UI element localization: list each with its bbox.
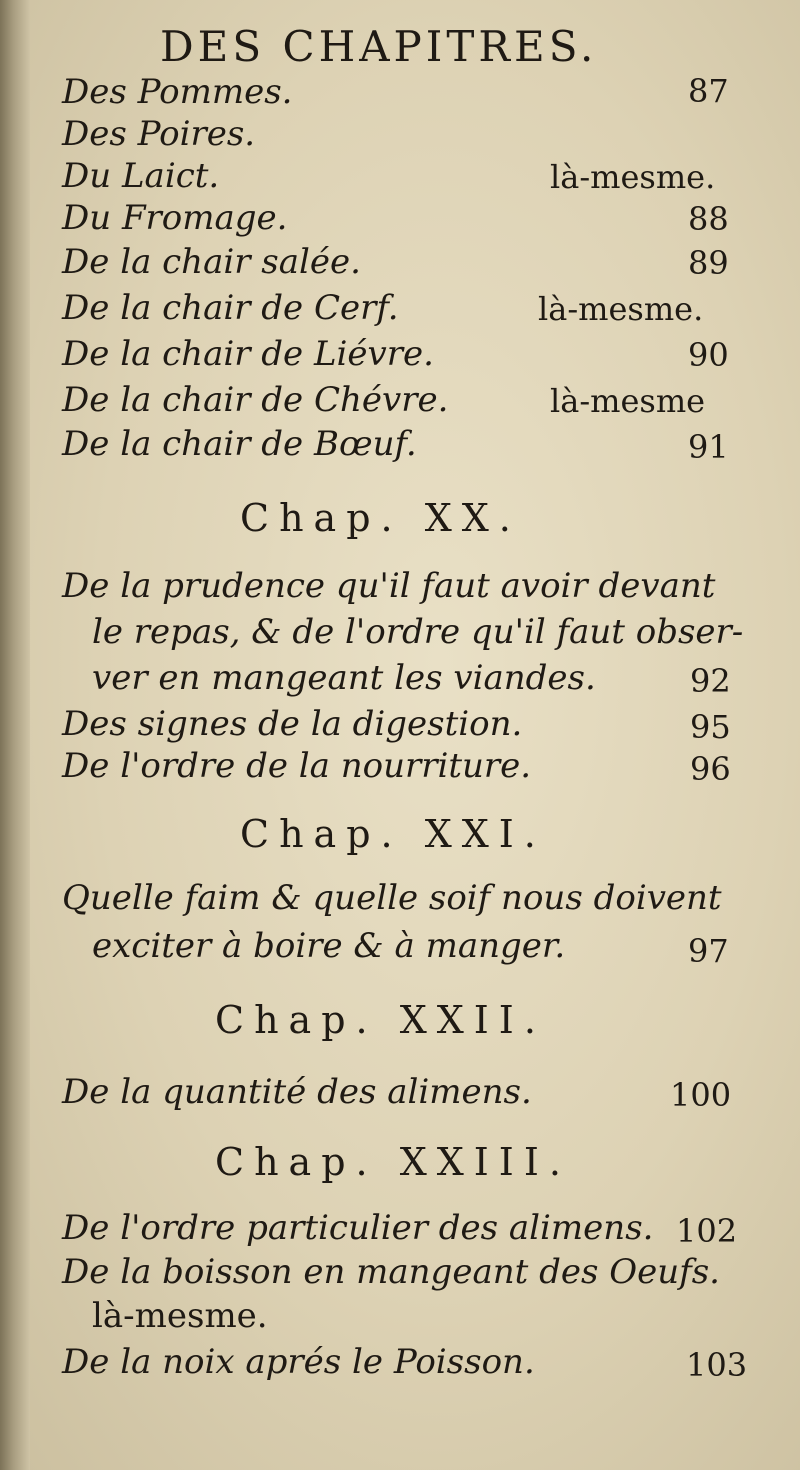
toc-entry-page: 95 — [690, 708, 731, 746]
toc-entry-title: De la chair de Cerf. — [62, 288, 399, 328]
toc-entry-title: De la chair de Chévre. — [62, 380, 449, 420]
toc-entry-page: 92 — [690, 662, 731, 700]
chapter-heading: Chap. XXIII. — [215, 1140, 571, 1184]
toc-entry-title: Des signes de la digestion. — [62, 704, 523, 744]
page-gutter — [0, 0, 30, 1470]
toc-entry-page: 96 — [690, 750, 731, 788]
toc-entry-title: De la quantité des alimens. — [62, 1072, 532, 1112]
toc-entry-line: De la prudence qu'il faut avoir devant — [62, 566, 716, 606]
toc-entry-page: 87 — [688, 72, 729, 110]
toc-entry-title: De la chair de Bœuf. — [62, 424, 417, 464]
running-header: DES CHAPITRES. — [160, 22, 598, 71]
toc-entry-page: 88 — [688, 200, 729, 238]
toc-entry-title: Du Laict. — [62, 156, 220, 196]
toc-entry-title: De la chair de Liévre. — [62, 334, 434, 374]
chapter-heading: Chap. XXII. — [215, 998, 546, 1042]
toc-entry-title: Des Pommes. — [62, 72, 293, 112]
toc-entry-line: le repas, & de l'ordre qu'il faut obser- — [92, 612, 744, 652]
chapter-heading: Chap. XXI. — [240, 812, 546, 856]
toc-entry-page: 103 — [686, 1346, 748, 1384]
toc-entry-page-inline: là-mesme. — [92, 1296, 268, 1336]
toc-entry-line: De la boisson en mangeant des Oeufs. — [62, 1252, 720, 1292]
toc-entry-page: là-mesme — [550, 382, 706, 420]
toc-entry-title: De l'ordre de la nourriture. — [62, 746, 532, 786]
toc-entry-page: 89 — [688, 244, 729, 282]
toc-entry-line: ver en mangeant les viandes. — [92, 658, 596, 698]
toc-entry-page: 100 — [670, 1076, 732, 1114]
toc-entry-title: De l'ordre particulier des alimens. — [62, 1208, 654, 1248]
chapter-heading: Chap. XX. — [240, 496, 521, 540]
toc-entry-title: De la noix aprés le Poisson. — [62, 1342, 535, 1382]
toc-entry-title: De la chair salée. — [62, 242, 361, 282]
toc-entry-page: là-mesme. — [538, 290, 704, 328]
toc-entry-page: 102 — [676, 1212, 738, 1250]
toc-entry-title: Des Poires. — [62, 114, 256, 154]
toc-entry-title: Du Fromage. — [62, 198, 288, 238]
toc-entry-line: exciter à boire & à manger. — [92, 926, 566, 966]
toc-entry-page: 97 — [688, 932, 729, 970]
toc-entry-line: Quelle faim & quelle soif nous doivent — [62, 878, 722, 918]
toc-entry-page: là-mesme. — [550, 158, 716, 196]
toc-entry-page: 90 — [688, 336, 729, 374]
toc-entry-page: 91 — [688, 428, 729, 466]
